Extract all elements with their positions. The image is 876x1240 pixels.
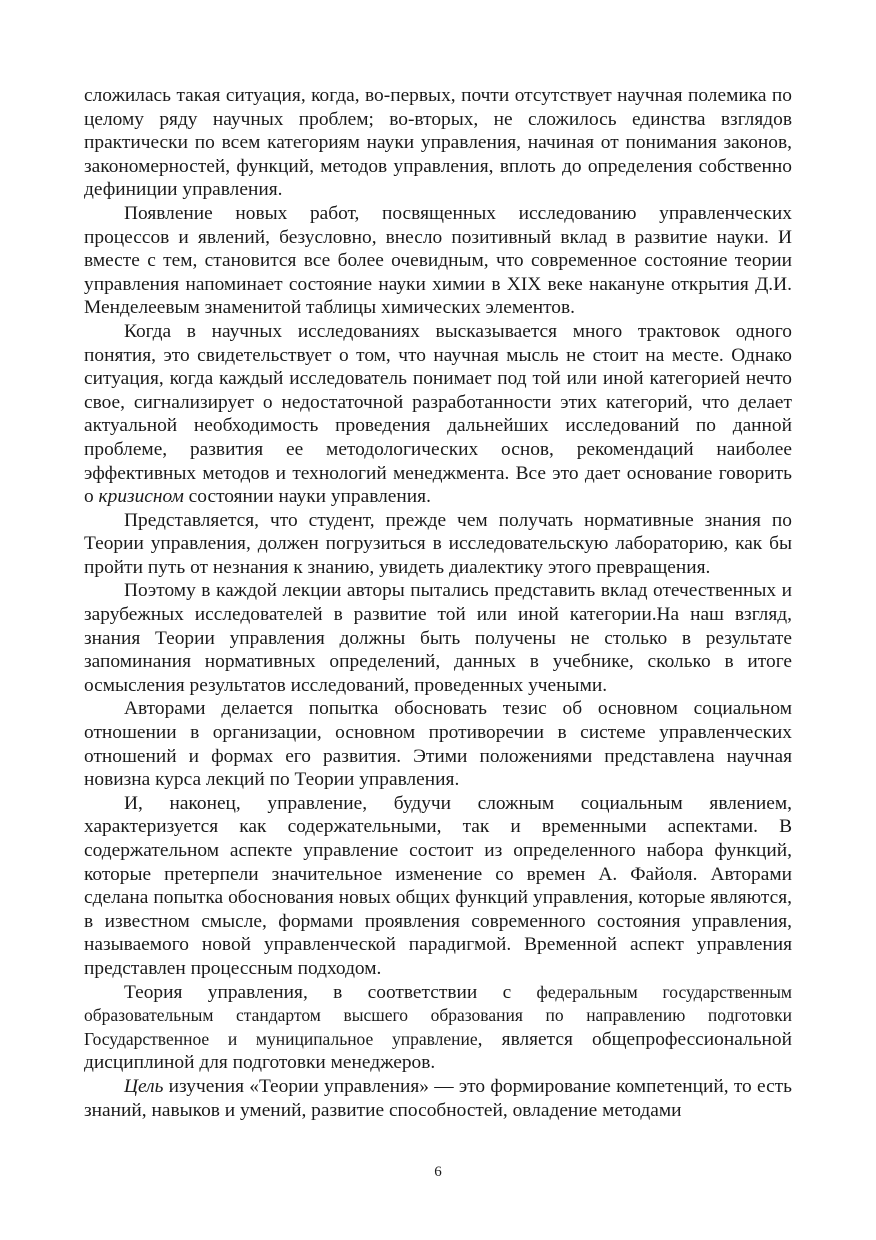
paragraph-8-text-a: Теория управления, в соответствии с — [124, 981, 537, 1003]
paragraph-3-text-a: Когда в научных исследованиях высказывается много трактовок одного понятия, это свидетельствует о том, что научная мысль не стоит на месте. Однако ситуация, когда каждый исследователь понимает под той или иной категорией нечто свое, сигнализирует о недостаточной разработанности этих категорий, что делает актуальной необходимость проведения дальнейших исследований по данной проблеме, развития ее методологических основ, рекомендаций наиболее эффективных методов и технологий менеджмента. Все это дает основание говорить о — [84, 320, 792, 508]
emphasis-crisis: кризисном — [98, 486, 184, 508]
paragraph-8 — [84, 981, 792, 1075]
paragraph-4: Представляется, что студент, прежде чем получать нормативные знания по Теории управления, должен погрузиться в исследовательскую лабораторию, как бы пройти путь от незнания к знанию, увидеть диалектику этого превращения. — [84, 509, 792, 578]
page-number: 6 — [434, 1164, 442, 1180]
paragraph-3-text-b: состоянии науки управления. — [183, 486, 431, 508]
page-body — [84, 84, 792, 1122]
paragraph-3 — [84, 320, 792, 509]
paragraph-9-text: изучения «Теории управления» — это формирование компетенций, то есть знаний, навыков и умений, развитие способностей, овладение методами — [84, 1075, 792, 1121]
standard-reference: федеральным государственным образовательным стандартом высшего образования по направлению подготовки Государственное и муниципальное управление — [84, 981, 792, 1049]
emphasis-goal: Цель — [124, 1075, 164, 1097]
paragraph-8-text-b: , является общепрофессиональной дисциплиной для подготовки менеджеров. — [84, 1028, 792, 1074]
paragraph-1: сложилась такая ситуация, когда, во-первых, почти отсутствует научная полемика по целому ряду научных проблем; во-вторых, не сложилось единства взглядов практически по всем категориям науки управления, начиная от понимания законов, закономерностей, функций, методов управления, вплоть до определения собственно дефиниции управления. — [84, 85, 792, 201]
paragraph-7: И, наконец, управление, будучи сложным социальным явлением, характеризуется как содержательными, так и временными аспектами. В содержательном аспекте управление состоит из определенного набора функций, которые претерпели значительное изменение со времен А. Файоля. Авторами сделана попытка обоснования новых общих функций управления, которые являются, в известном смысле, формами проявления современного состояния управления, называемого новой управленческой парадигмой. Временной аспект управления представлен процессным подходом. — [84, 792, 792, 979]
paragraph-6: Авторами делается попытка обосновать тезис об основном социальном отношении в организации, основном противоречии в системе управленческих отношений и формах его развития. Этими положениями представлена научная новизна курса лекций по Теории управления. — [84, 698, 792, 791]
paragraph-5: Поэтому в каждой лекции авторы пытались представить вклад отечественных и зарубежных исследователей в развитие той или иной категории.На наш взгляд, знания Теории управления должны быть получены не столько в результате запоминания нормативных определений, данных в учебнике, сколько в итоге осмысления результатов исследований, проведенных учеными. — [84, 580, 792, 696]
paragraph-2: Появление новых работ, посвященных исследованию управленческих процессов и явлений, безусловно, внесло позитивный вклад в развитие науки. И вместе с тем, становится все более очевидным, что современное состояние теории управления напоминает состояние науки химии в XIX веке накануне открытия Д.И. Менделеевым знаменитой таблицы химических элементов. — [84, 202, 792, 319]
paragraph-9 — [84, 1075, 792, 1122]
